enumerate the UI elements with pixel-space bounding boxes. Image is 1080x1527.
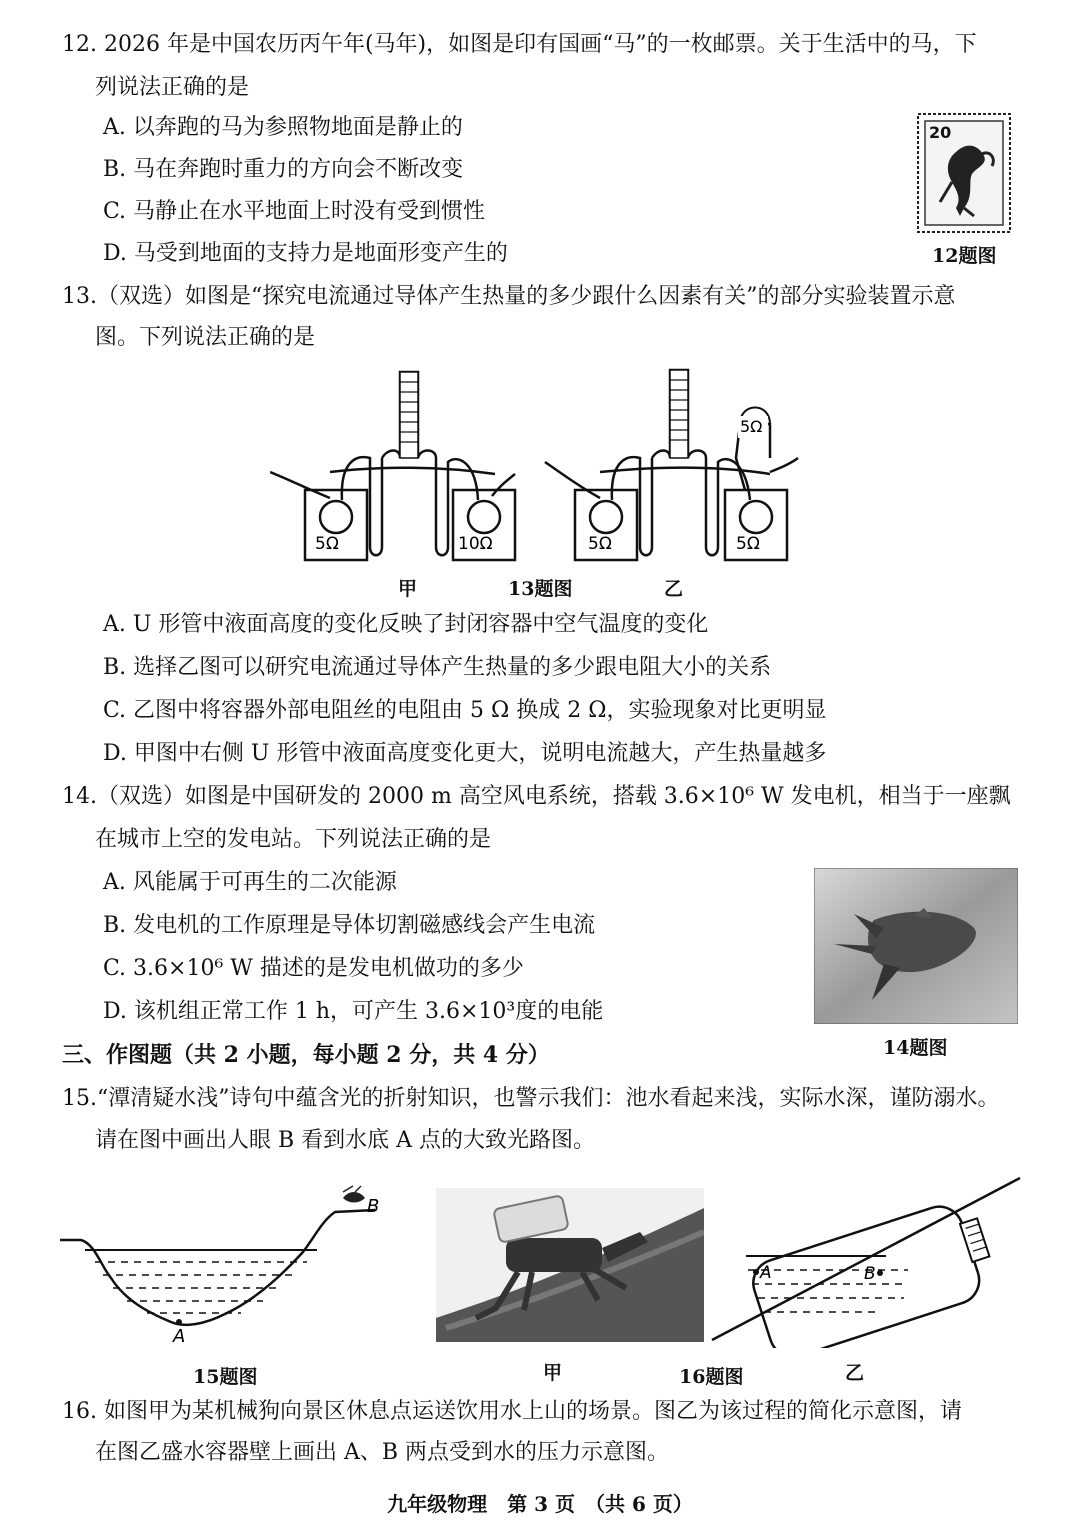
q16-label-jia: 甲	[543, 1362, 563, 1384]
q16-label-yi: 乙	[845, 1362, 865, 1384]
q12-stem-line1: 12. 2026 年是中国农历丙午年(马年)，如图是印有国画“马”的一枚邮票。关于生活中的马，下	[62, 32, 977, 57]
yi-right-resistor-label: 5Ω	[736, 534, 760, 554]
q12-stamp-figure	[916, 112, 1012, 234]
q15-stem-line2: 请在图中画出人眼 B 看到水底 A 点的大致光路图。	[95, 1128, 596, 1153]
q14-wind-turbine-photo	[814, 868, 1018, 1024]
q16-caption: 16题图	[679, 1366, 744, 1388]
q14-caption: 14题图	[883, 1037, 948, 1059]
q13-option-b: B. 选择乙图可以研究电流通过导体产生热量的多少跟电阻大小的关系	[103, 655, 772, 680]
q13-stem-line1: 13.（双选）如图是“探究电流通过导体产生热量的多少跟什么因素有关”的部分实验装置示意	[62, 284, 956, 309]
q12-stem-line2: 列说法正确的是	[95, 75, 250, 100]
eye-icon	[343, 1186, 365, 1203]
q13-option-d: D. 甲图中右侧 U 形管中液面高度变化更大，说明电流越大，产生热量越多	[103, 741, 827, 766]
q12-caption: 12题图	[932, 245, 997, 267]
q13-caption: 13题图	[508, 578, 573, 600]
q12-option-a: A. 以奔跑的马为参照物地面是静止的	[103, 115, 463, 140]
q14-stem-line1: 14.（双选）如图是中国研发的 2000 m 高空风电系统，搭载 3.6×10⁶ W 发电机，相当于一座飘	[62, 784, 1011, 809]
q13-label-yi: 乙	[664, 578, 684, 600]
q15-caption: 15题图	[193, 1366, 258, 1388]
q12-option-c: C. 马静止在水平地面上时没有受到惯性	[103, 199, 486, 224]
q15-pond-figure	[55, 1182, 405, 1352]
q13-stem-line2: 图。下列说法正确的是	[95, 325, 316, 350]
q13-option-c: C. 乙图中将容器外部电阻丝的电阻由 5 Ω 换成 2 Ω，实验现象对比更明显	[103, 698, 827, 723]
q14-stem-line2: 在城市上空的发电站。下列说法正确的是	[95, 827, 492, 852]
point-a-label: A	[173, 1326, 186, 1347]
yi-outside-resistor-label: 5Ω	[740, 417, 763, 436]
jia-right-resistor-label: 10Ω	[458, 534, 493, 554]
q16-robot-dog-photo	[436, 1188, 704, 1342]
container-point-b-label: B	[864, 1264, 876, 1284]
yi-left-resistor-label: 5Ω	[588, 534, 612, 554]
q12-option-d: D. 马受到地面的支持力是地面形变产生的	[103, 241, 508, 266]
q14-option-d: D. 该机组正常工作 1 h，可产生 3.6×10³度的电能	[103, 999, 604, 1024]
q15-stem-line1: 15.“潭清疑水浅”诗句中蕴含光的折射知识，也警示我们：池水看起来浅，实际水深，谨防溺水。	[62, 1086, 1000, 1111]
q14-option-c: C. 3.6×10⁶ W 描述的是发电机做功的多少	[103, 956, 524, 981]
point-b-label: B	[367, 1196, 380, 1217]
q13-option-a: A. U 形管中液面高度的变化反映了封闭容器中空气温度的变化	[103, 612, 709, 637]
q13-circuit-figure	[270, 362, 810, 567]
section-3-heading: 三、作图题（共 2 小题，每小题 2 分，共 4 分）	[62, 1042, 550, 1068]
q16-stem-line2: 在图乙盛水容器壁上画出 A、B 两点受到水的压力示意图。	[95, 1440, 670, 1465]
jia-left-resistor-label: 5Ω	[315, 534, 339, 554]
container-point-a-label: A	[760, 1263, 772, 1283]
page-footer: 九年级物理 第 3 页 （共 6 页）	[387, 1492, 693, 1516]
q14-option-a: A. 风能属于可再生的二次能源	[103, 870, 397, 895]
q14-option-b: B. 发电机的工作原理是导体切割磁感线会产生电流	[103, 913, 596, 938]
q16-container-figure	[708, 1168, 1028, 1348]
q12-option-b: B. 马在奔跑时重力的方向会不断改变	[103, 157, 464, 182]
q16-stem-line1: 16. 如图甲为某机械狗向景区休息点运送饮用水上山的场景。图乙为该过程的简化示意图，请	[62, 1399, 962, 1424]
stamp-value: 20	[929, 123, 952, 142]
q13-label-jia: 甲	[398, 578, 418, 600]
